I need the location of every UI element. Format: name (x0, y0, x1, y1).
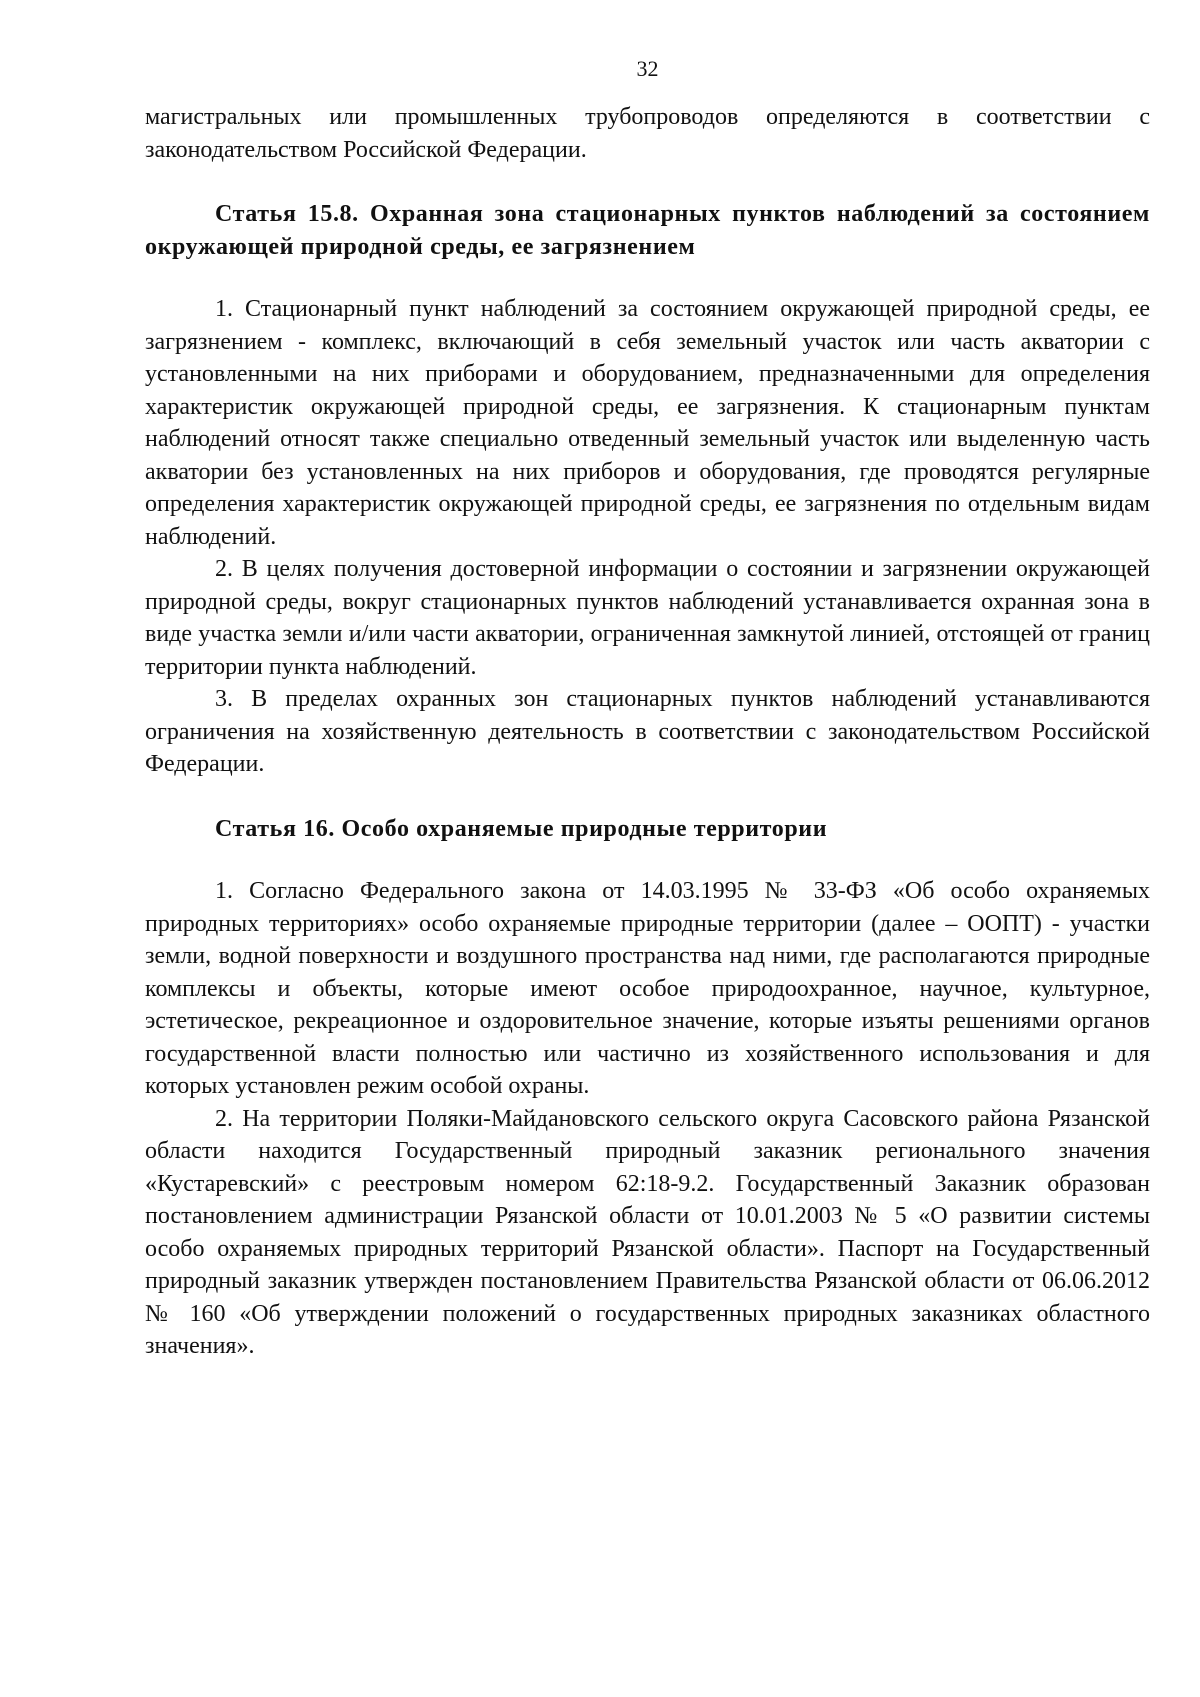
spacer (145, 781, 1150, 813)
intro-paragraph: магистральных или промышленных трубопроводов определяются в соответствии с законодательством Российской Федерации. (145, 104, 1150, 163)
spacer (145, 263, 1150, 293)
article-16-paragraph-2: 2. На территории Поляки-Майдановского сельского округа Сасовского района Рязанской области находится Государственный природный заказник регионального значения «Кустаревский» с реестровым номером 62:18-9.2. Государственный Заказник образован постановлением администрации Рязанской области от 10.01.2003 № 5 «О развитии системы особо охраняемых природных территорий Рязанской области». Паспорт на Государственный природный заказник утвержден постановлением Правительства Рязанской области от 06.06.2012 № 160 «Об утверждении положений о государственных природных заказниках областного значения». (145, 1105, 1150, 1359)
article-15-8-paragraph-2: 2. В целях получения достоверной информации о состоянии и загрязнении окружающей природной среды, вокруг стационарных пунктов наблюдений устанавливается охранная зона в виде участка земли и/или части акватории, ограниченная замкнутой линией, отстоящей от границ территории пункта наблюдений. (145, 556, 1150, 680)
article-15-8-paragraph-1: 1. Стационарный пункт наблюдений за состоянием окружающей природной среды, ее загрязнением - комплекс, включающий в себя земельный участок или часть акватории с установленными на них приборами и оборудованием, предназначенными для определения характеристик окружающей природной среды, ее загрязнения. К стационарным пунктам наблюдений относят также специально отведенный земельный участок или выделенную часть акватории без установленных на них приборов и оборудования, где проводятся регулярные определения характеристик окружающей природной среды, ее загрязнения по отдельным видам наблюдений. (145, 296, 1150, 550)
article-15-8-paragraph-3: 3. В пределах охранных зон стационарных пунктов наблюдений устанавливаются ограничения на хозяйственную деятельность в соответствии с законодательством Российской Федерации. (145, 686, 1150, 777)
page-number: 32 (636, 56, 659, 81)
document-page (145, 55, 1150, 1363)
article-15-8-heading: Статья 15.8. Охранная зона стационарных пунктов наблюдений за состоянием окружающей природной среды, ее загрязнением (145, 201, 1150, 260)
spacer (145, 845, 1150, 875)
article-16-heading: Статья 16. Особо охраняемые природные территории (215, 815, 828, 842)
article-16-paragraph-1: 1. Согласно Федерального закона от 14.03.1995 № 33-ФЗ «Об особо охраняемых природных территориях» особо охраняемые природные территории (далее – ООПТ) - участки земли, водной поверхности и воздушного пространства над ними, где располагаются природные комплексы и объекты, которые имеют особое природоохранное, научное, культурное, эстетическое, рекреационное и оздоровительное значение, которые изъяты решениями органов государственной власти полностью или частично из хозяйственного использования и для которых установлен режим особой охраны. (145, 878, 1150, 1099)
spacer (145, 166, 1150, 198)
